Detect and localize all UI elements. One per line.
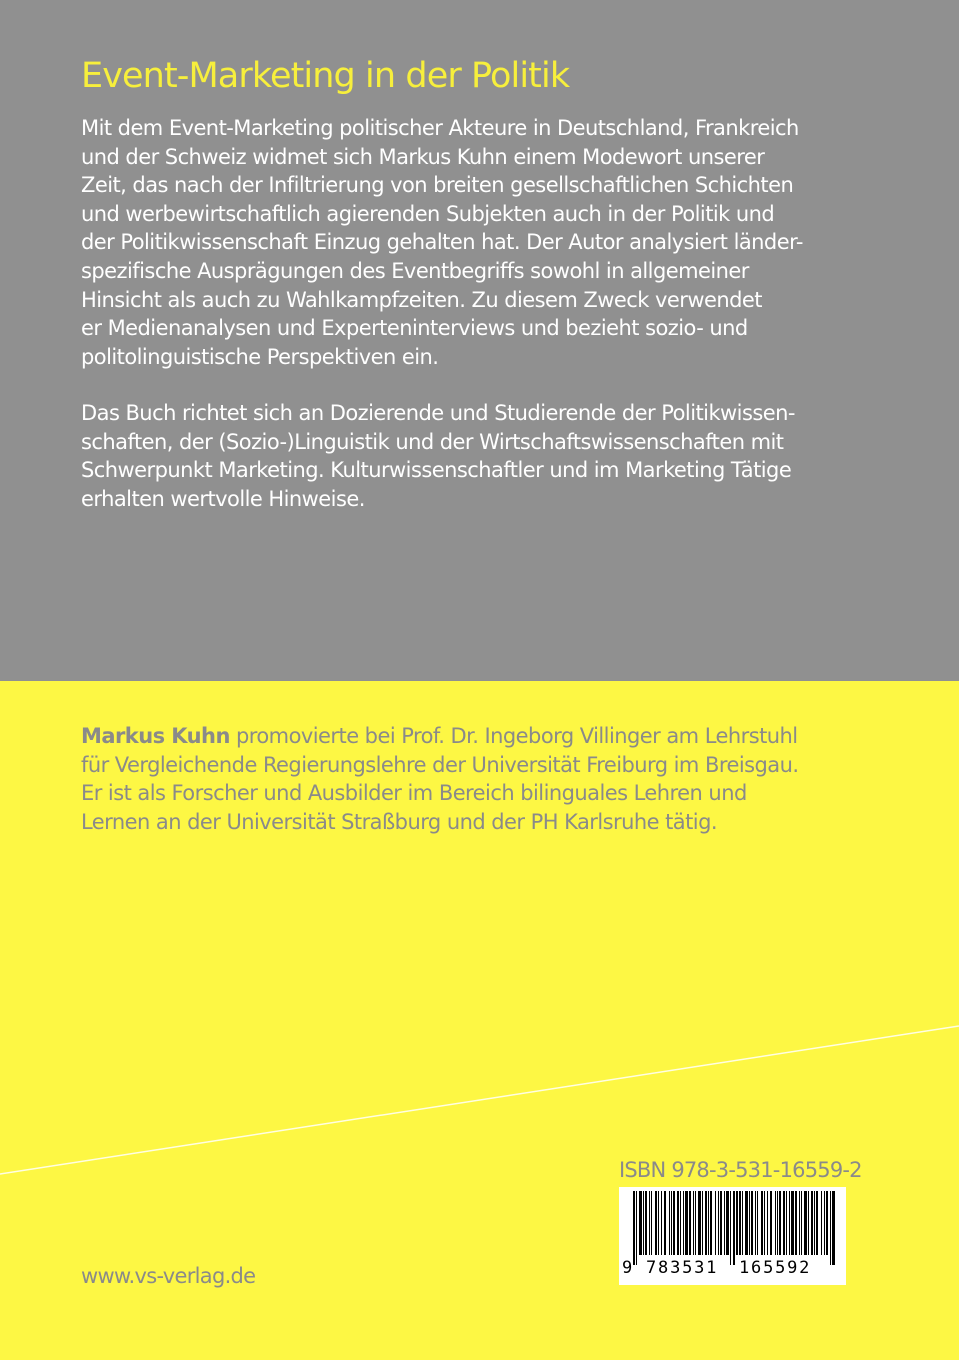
barcode-bar — [655, 1191, 657, 1255]
barcode-bar — [669, 1191, 670, 1255]
publisher-website: www.vs-verlag.de — [81, 1264, 256, 1288]
barcode-bar — [671, 1191, 672, 1255]
barcode-bar — [821, 1191, 822, 1255]
barcode-bar — [779, 1191, 781, 1255]
barcode-bar — [726, 1191, 729, 1255]
diagonal-divider-line — [0, 1020, 959, 1180]
description-paragraph-1 — [81, 114, 803, 371]
text-line: er Medienanalysen und Experteninterviews und bezieht sozio- und — [81, 316, 748, 341]
text-line: Hinsicht als auch zu Wahlkampfzeiten. Zu diesem Zweck verwendet — [81, 287, 762, 312]
barcode-bar — [730, 1191, 731, 1265]
barcode-bar — [702, 1191, 703, 1255]
barcode-bar — [832, 1191, 835, 1265]
barcode-bar — [733, 1191, 735, 1265]
text-line: und der Schweiz widmet sich Markus Kuhn einem Modewort unserer — [81, 144, 765, 169]
barcode-bar — [643, 1191, 644, 1255]
barcode-bar — [695, 1191, 696, 1255]
barcode-bar — [824, 1191, 825, 1255]
text-line: politolinguistische Perspektiven ein. — [81, 344, 439, 369]
text-line: schaften, der (Sozio-)Linguistik und der Wirtschaftswissenschaften mit — [81, 429, 784, 454]
text-line: Mit dem Event-Marketing politischer Akteure in Deutschland, Frankreich — [81, 116, 799, 140]
barcode-bar — [649, 1191, 650, 1255]
text-line: Das Buch richtet sich an Dozierende und Studierende der Politikwissen- — [81, 401, 795, 425]
barcode-bar — [767, 1191, 768, 1255]
barcode-bar — [801, 1191, 802, 1255]
text-line: Schwerpunkt Marketing. Kulturwissenschaftler und im Marketing Tätige — [81, 458, 792, 483]
barcode-bar — [720, 1191, 722, 1255]
bio-line: Er ist als Forscher und Ausbilder im Bereich bilinguales Lehren und — [81, 781, 747, 806]
barcode-bar — [775, 1191, 776, 1255]
barcode-bar — [693, 1191, 694, 1255]
barcode-bar — [814, 1191, 815, 1255]
barcode-bar — [677, 1191, 679, 1255]
barcode-bar — [830, 1191, 831, 1265]
barcode-bar — [764, 1191, 765, 1255]
barcode-bar — [664, 1191, 666, 1255]
barcode-bar — [710, 1191, 712, 1255]
barcode-bar — [804, 1191, 807, 1255]
barcode-bar — [816, 1191, 818, 1255]
text-line: spezifische Ausprägungen des Eventbegriffs sowohl in allgemeiner — [81, 258, 749, 283]
barcode-bar — [745, 1191, 748, 1255]
author-bio — [81, 722, 798, 836]
barcode-bar — [751, 1191, 753, 1255]
isbn-number: ISBN 978-3-531-16559-2 — [619, 1158, 862, 1182]
bio-line — [81, 722, 798, 751]
barcode-bar — [749, 1191, 750, 1255]
bio-line: für Vergleichende Regierungslehre der Universität Freiburg im Breisgau. — [81, 752, 799, 777]
barcode-bar — [777, 1191, 778, 1255]
barcode-bar — [783, 1191, 785, 1255]
author-name: Markus Kuhn — [81, 724, 230, 748]
barcode-bar — [689, 1191, 691, 1255]
barcode-bar — [651, 1191, 652, 1255]
barcode-bar — [736, 1191, 738, 1255]
barcode-group-2: 165592 — [739, 1258, 812, 1278]
barcode-bar — [739, 1191, 741, 1255]
barcode-bar — [799, 1191, 800, 1255]
barcode-bar — [718, 1191, 719, 1255]
barcode-bar — [636, 1191, 637, 1265]
description-paragraph-2 — [81, 399, 795, 513]
barcode-bar — [698, 1191, 701, 1255]
barcode-bar — [791, 1191, 794, 1255]
barcode-bar — [685, 1191, 688, 1255]
barcode-bar — [789, 1191, 790, 1255]
barcode-bar — [705, 1191, 707, 1255]
text-line: und werbewirtschaftlich agierenden Subjekten auch in der Politik und — [81, 201, 775, 226]
barcode-bar — [724, 1191, 725, 1255]
barcode-bar — [755, 1191, 756, 1255]
barcode-bar — [639, 1191, 642, 1255]
barcode-bar — [757, 1191, 758, 1255]
book-title: Event-Marketing in der Politik — [81, 56, 570, 96]
barcode-bar — [683, 1191, 684, 1255]
barcode-first-digit: 9 — [622, 1258, 633, 1278]
barcode-bar — [680, 1191, 681, 1255]
barcode-bar — [633, 1191, 635, 1265]
barcode-bar — [808, 1191, 809, 1255]
barcode-bar — [795, 1191, 797, 1255]
barcode-bar — [708, 1191, 709, 1255]
barcode-bar — [811, 1191, 813, 1255]
bio-line: Lernen an der Universität Straßburg und der PH Karlsruhe tätig. — [81, 809, 717, 834]
barcode-bar — [661, 1191, 662, 1255]
barcode-bar — [715, 1191, 716, 1255]
barcode-bar — [742, 1191, 743, 1255]
barcode-bar — [658, 1191, 659, 1255]
barcode-bar — [761, 1191, 763, 1255]
text-line: erhalten wertvolle Hinweise. — [81, 486, 365, 511]
barcode-bar — [673, 1191, 675, 1255]
barcode-group-1: 783531 — [646, 1258, 719, 1278]
barcode-bar — [645, 1191, 647, 1255]
barcode-bar — [786, 1191, 787, 1255]
barcode-bar — [770, 1191, 772, 1255]
bio-line-text: promovierte bei Prof. Dr. Ingeborg Villinger am Lehrstuhl — [229, 724, 798, 748]
text-line: Zeit, das nach der Infiltrierung von breiten gesellschaftlichen Schichten — [81, 173, 794, 198]
barcode-bar — [826, 1191, 828, 1255]
text-line: der Politikwissenschaft Einzug gehalten hat. Der Autor analysiert länder- — [81, 230, 803, 255]
